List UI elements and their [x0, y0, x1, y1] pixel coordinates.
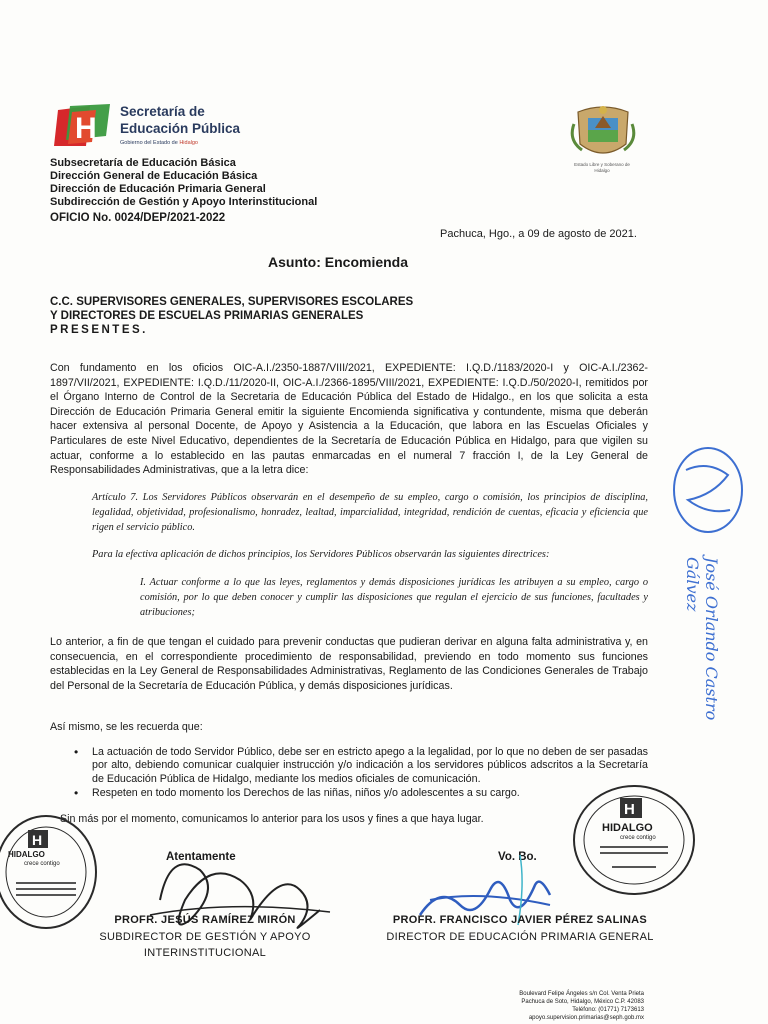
quote-article-7: Artículo 7. Los Servidores Públicos observarán en el desempeño de su empleo, cargo o comisión, los principios de disciplina, legalidad, objetividad, profesionalismo, honradez, lealtad, imparcialidad, integridad, rendición de cuentas, eficacia y eficiencia que rigen el servicio público.	[92, 492, 648, 533]
brand-line1: Secretaría de	[120, 104, 205, 119]
quote-directives: Para la efectiva aplicación de dichos principios, los Servidores Públicos observarán las siguientes directrices:	[92, 549, 550, 560]
brand-sub: Gobierno del Estado de Hidalgo	[120, 140, 198, 146]
footer-line-3: Teléfono: (01771) 7173613	[572, 1007, 644, 1013]
crest-caption: Estado Libre y Soberano de Hidalgo	[574, 162, 630, 173]
document-date: Pachuca, Hgo., a 09 de agosto de 2021.	[440, 228, 637, 240]
svg-text:H: H	[75, 112, 97, 145]
brand-line2: Educación Pública	[120, 121, 241, 136]
bullet-item-1: La actuación de todo Servidor Público, debe ser en estricto apego a la legalidad, por lo que no deben de ser pasadas por alto, debiendo comunicar cualquier instrucción y/o indicación a los servidores públicos adscritos a la Secretaría de Educación Pública de Hidalgo, mediante los medios oficiales de comunicación.	[92, 746, 648, 785]
footer-line-2: Pachuca de Soto, Hidalgo, México C.P. 42083	[521, 999, 644, 1005]
left-signer-name: PROFR. JESÚS RAMÍREZ MIRÓN	[114, 914, 296, 926]
right-signer-name: PROFR. FRANCISCO JAVIER PÉREZ SALINAS	[392, 914, 648, 926]
state-crest-icon	[568, 104, 638, 162]
svg-text:H: H	[32, 832, 43, 848]
dept-line-4: Subdirección de Gestión y Apoyo Interinstitucional	[50, 196, 318, 208]
dept-line-1: Subsecretaría de Educación Básica	[50, 157, 236, 169]
left-signer-role-2: INTERINSTITUCIONAL	[143, 947, 267, 959]
right-signer-role: DIRECTOR DE EDUCACIÓN PRIMARIA GENERAL	[386, 931, 654, 943]
oficio-number: OFICIO No. 0024/DEP/2021-2022	[50, 212, 226, 224]
body-paragraph-2: Lo anterior, a fin de que tengan el cuidado para prevenir conductas que pudieran derivar en alguna falta administrativa y, en consecuencia, en el correspondiente procedimiento de responsabilidad, previendo en todo momento sus funciones establecidas en la Ley General de Responsabilidades Administrativas, Reglamento de las Condiciones Generales de Trabajo del Personal de la Secretaría de Educación Pública, y demás disposiciones jurídicas.	[50, 636, 648, 692]
svg-text:H: H	[624, 801, 635, 818]
left-signer-role-1: SUBDIRECTOR DE GESTIÓN Y APOYO	[99, 931, 311, 943]
right-seal-title: HIDALGO	[602, 822, 653, 834]
footer-address	[424, 990, 644, 1022]
footer-line-4: apoyo.supervision.primarias@seph.gob.mx	[528, 1015, 644, 1021]
left-seal-title: HIDALGO	[8, 850, 45, 859]
quote-fraction-1: I. Actuar conforme a lo que las leyes, reglamentos y demás disposiciones jurídicas les atribuyen a su empleo, cargo o comisión, por lo que deben conocer y cumplir las disposiciones que regulan el ejercicio de sus funciones, facultades y atribuciones;	[140, 577, 648, 618]
right-seal-sub: crece contigo	[620, 835, 656, 841]
handwritten-note: José Orlando Castro Gálvez	[683, 557, 721, 721]
margin-scribble-icon	[668, 440, 748, 540]
right-sign-label: Vo. Bo.	[498, 851, 537, 863]
addressee-line-1: C.C. SUPERVISORES GENERALES, SUPERVISORES ESCOLARES	[50, 296, 414, 308]
bullet-dot-2: •	[74, 786, 79, 800]
body-paragraph-1: Con fundamento en los oficios OIC-A.I./2350-1887/VIII/2021, EXPEDIENTE: I.Q.D./1183/2020-I y OIC-A.I./2362-1897/VII/2021, EXPEDIENTE: I.Q.D./11/2020-II, OIC-A.I./2366-1895/VIII/2021, EXPEDIENTE: I.Q.D./50/2020-I, remitidos por el Órgano Interno de Control de la Secretaria de Educación Pública del Estado de Hidalgo., en los que solicita a esta Dirección de Educación Primaria General emitir la siguiente Encomienda significativa y contundente, misma que deberán hacer extensiva al personal Docente, de Apoyo y Asistencia a la Educación, que labora en las Escuelas Oficiales y Particulares de este Nivel Educativo, dependientes de la Secretaría de Educación Pública en Hidalgo, para que vigilen su actuar, conforme a lo establecido en las pautas enmarcadas en el numeral 7 fracción I, de la Ley General de Responsabilidades Administrativas, que a la letra dice:	[50, 362, 648, 477]
bullet-dot-1: •	[74, 745, 79, 759]
left-sign-label: Atentamente	[166, 851, 236, 863]
addressee-line-2: Y DIRECTORES DE ESCUELAS PRIMARIAS GENERALES	[50, 310, 364, 322]
addressee-line-3: PRESENTES.	[50, 324, 148, 336]
sep-logo-icon	[52, 102, 112, 150]
dept-line-2: Dirección General de Educación Básica	[50, 170, 258, 182]
closing-paragraph: Sin más por el momento, comunicamos lo anterior para los usos y fines a que haya lugar.	[60, 813, 484, 825]
bullet-item-2: Respeten en todo momento los Derechos de las niñas, niños y/o adolescentes a su cargo.	[92, 787, 520, 799]
subject-line: Asunto: Encomienda	[268, 254, 409, 270]
dept-line-3: Dirección de Educación Primaria General	[50, 183, 266, 195]
left-seal-sub: crece contigo	[24, 861, 60, 867]
body-paragraph-3: Así mismo, se les recuerda que:	[50, 721, 203, 733]
footer-line-1: Boulevard Felipe Ángeles s/n Col. Venta Prieta	[519, 991, 644, 997]
left-official-seal	[0, 812, 104, 932]
